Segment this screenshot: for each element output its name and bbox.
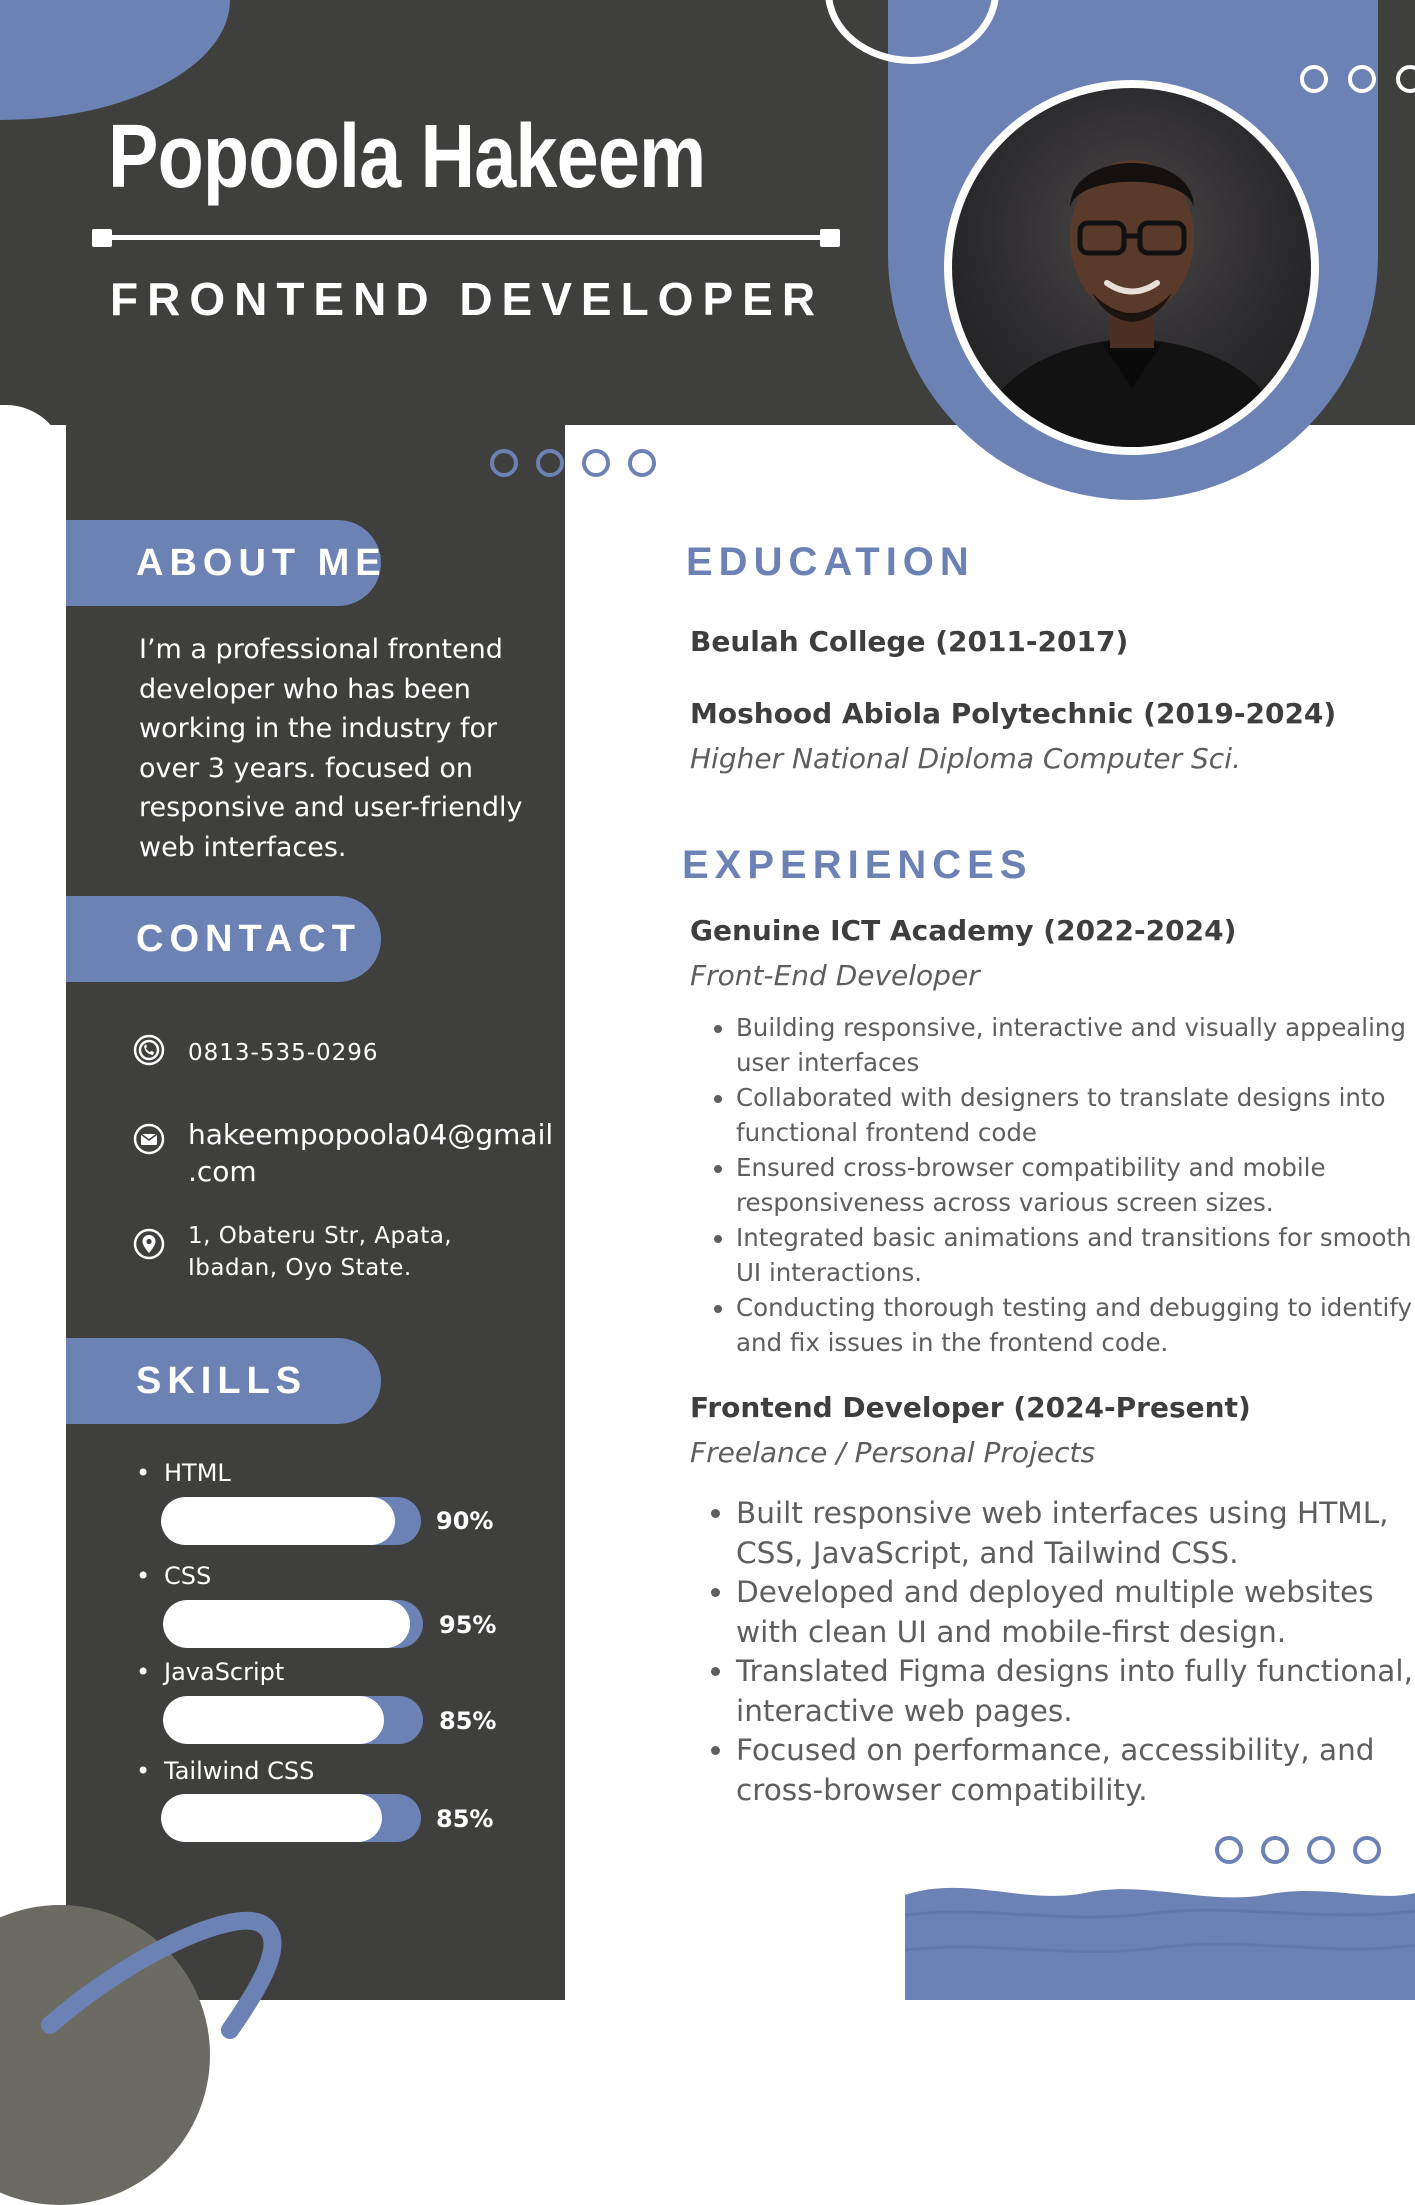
contact-address-line2: Ibadan, Oyo State. [188, 1255, 412, 1281]
skill-percent-tailwind: 85% [436, 1805, 494, 1833]
experience-2-company: Frontend Developer (2024-Present) [690, 1391, 1251, 1424]
decorative-dot [1300, 65, 1328, 93]
decorative-dot [628, 449, 656, 477]
decorative-dot [1261, 1836, 1289, 1864]
skill-bar-tailwind [161, 1794, 421, 1842]
skill-name-tailwind: • Tailwind CSS [164, 1757, 314, 1785]
decorative-wave [905, 1875, 1415, 2000]
contact-address [188, 1220, 452, 1284]
skill-percent-html: 90% [436, 1507, 494, 1535]
decorative-dot [490, 449, 518, 477]
about-heading: ABOUT ME [136, 541, 387, 584]
skill-bar-fill-html [161, 1497, 395, 1545]
contact-phone[interactable]: 0813-535-0296 [188, 1040, 379, 1066]
experience-1-bullet: • Conducting thorough testing and debugging to identify and fix issues in the frontend code. [736, 1290, 1415, 1360]
education-heading: EDUCATION [686, 540, 975, 584]
about-heading-pill [66, 520, 387, 606]
experience-1-bullet: • Building responsive, interactive and visually appealing user interfaces [736, 1010, 1415, 1080]
decorative-dot [582, 449, 610, 477]
skill-name-css: • CSS [164, 1562, 211, 1590]
skill-bar-css [163, 1600, 423, 1648]
education-entry-1: Beulah College (2011-2017) [690, 625, 1129, 658]
experience-2-bullets [690, 1494, 1415, 1810]
skills-heading: SKILLS [136, 1359, 308, 1402]
phone-icon [133, 1034, 165, 1066]
divider-cap [820, 229, 840, 247]
contact-heading-pill [66, 896, 381, 982]
experience-2-bullet: • Focused on performance, accessibility, and cross-browser compatibility. [736, 1731, 1415, 1810]
decorative-arc [40, 1905, 340, 2125]
decorative-dot [1215, 1836, 1243, 1864]
about-text: I’m a professional frontend developer who has been working in the industry for over 3 years. focused on responsive and user-friendly web interfaces. [139, 634, 523, 863]
experiences-heading: EXPERIENCES [682, 843, 1033, 887]
skill-percent-javascript: 85% [439, 1707, 497, 1735]
experience-2-bullet: • Developed and deployed multiple websites with clean UI and mobile-first design. [736, 1573, 1415, 1652]
skill-bar-fill-javascript [163, 1696, 384, 1744]
skill-bar-fill-tailwind [161, 1794, 382, 1842]
contact-email[interactable] [188, 1116, 553, 1190]
skill-bar-fill-css [163, 1600, 410, 1648]
title-divider [100, 235, 830, 240]
education-entry-2-detail: Higher National Diploma Computer Sci. [690, 742, 1241, 775]
contact-email-line2: .com [188, 1155, 257, 1188]
experience-1-company: Genuine ICT Academy (2022-2024) [690, 914, 1237, 947]
skill-name-html: • HTML [164, 1459, 231, 1487]
experience-1-bullet: • Ensured cross-browser compatibility and mobile responsiveness across various screen sizes. [736, 1150, 1415, 1220]
decorative-dot [536, 449, 564, 477]
job-title: FRONTEND DEVELOPER [110, 273, 825, 325]
skills-heading-pill [66, 1338, 381, 1424]
profile-photo [952, 88, 1311, 447]
experience-2-bullet: • Translated Figma designs into fully functional, interactive web pages. [736, 1652, 1415, 1731]
skill-percent-css: 95% [439, 1611, 497, 1639]
contact-heading: CONTACT [136, 917, 361, 960]
experience-2-bullet: • Built responsive web interfaces using HTML, CSS, JavaScript, and Tailwind CSS. [736, 1494, 1415, 1573]
contact-address-line1: 1, Obateru Str, Apata, [188, 1223, 453, 1249]
experience-1-bullet: • Collaborated with designers to translate designs into functional frontend code [736, 1080, 1415, 1150]
experience-2-role: Freelance / Personal Projects [690, 1436, 1096, 1469]
divider-cap [92, 229, 112, 247]
experience-1-role: Front-End Developer [690, 959, 980, 992]
education-entry-2: Moshood Abiola Polytechnic (2019-2024) [690, 697, 1337, 730]
contact-email-line1: hakeempopoola04@gmail [188, 1118, 554, 1151]
skill-bar-javascript [163, 1696, 423, 1744]
decorative-dot [1353, 1836, 1381, 1864]
decorative-dot [1348, 65, 1376, 93]
location-pin-icon [133, 1228, 165, 1260]
candidate-name: Popoola Hakeem [108, 107, 706, 207]
mail-icon [133, 1123, 165, 1155]
experience-1-bullet: • Integrated basic animations and transitions for smooth UI interactions. [736, 1220, 1415, 1290]
skill-name-javascript: • JavaScript [164, 1658, 284, 1686]
skill-bar-html [161, 1497, 421, 1545]
portrait-illustration [952, 88, 1311, 447]
experience-1-bullets [690, 1010, 1415, 1360]
decorative-dot [1307, 1836, 1335, 1864]
